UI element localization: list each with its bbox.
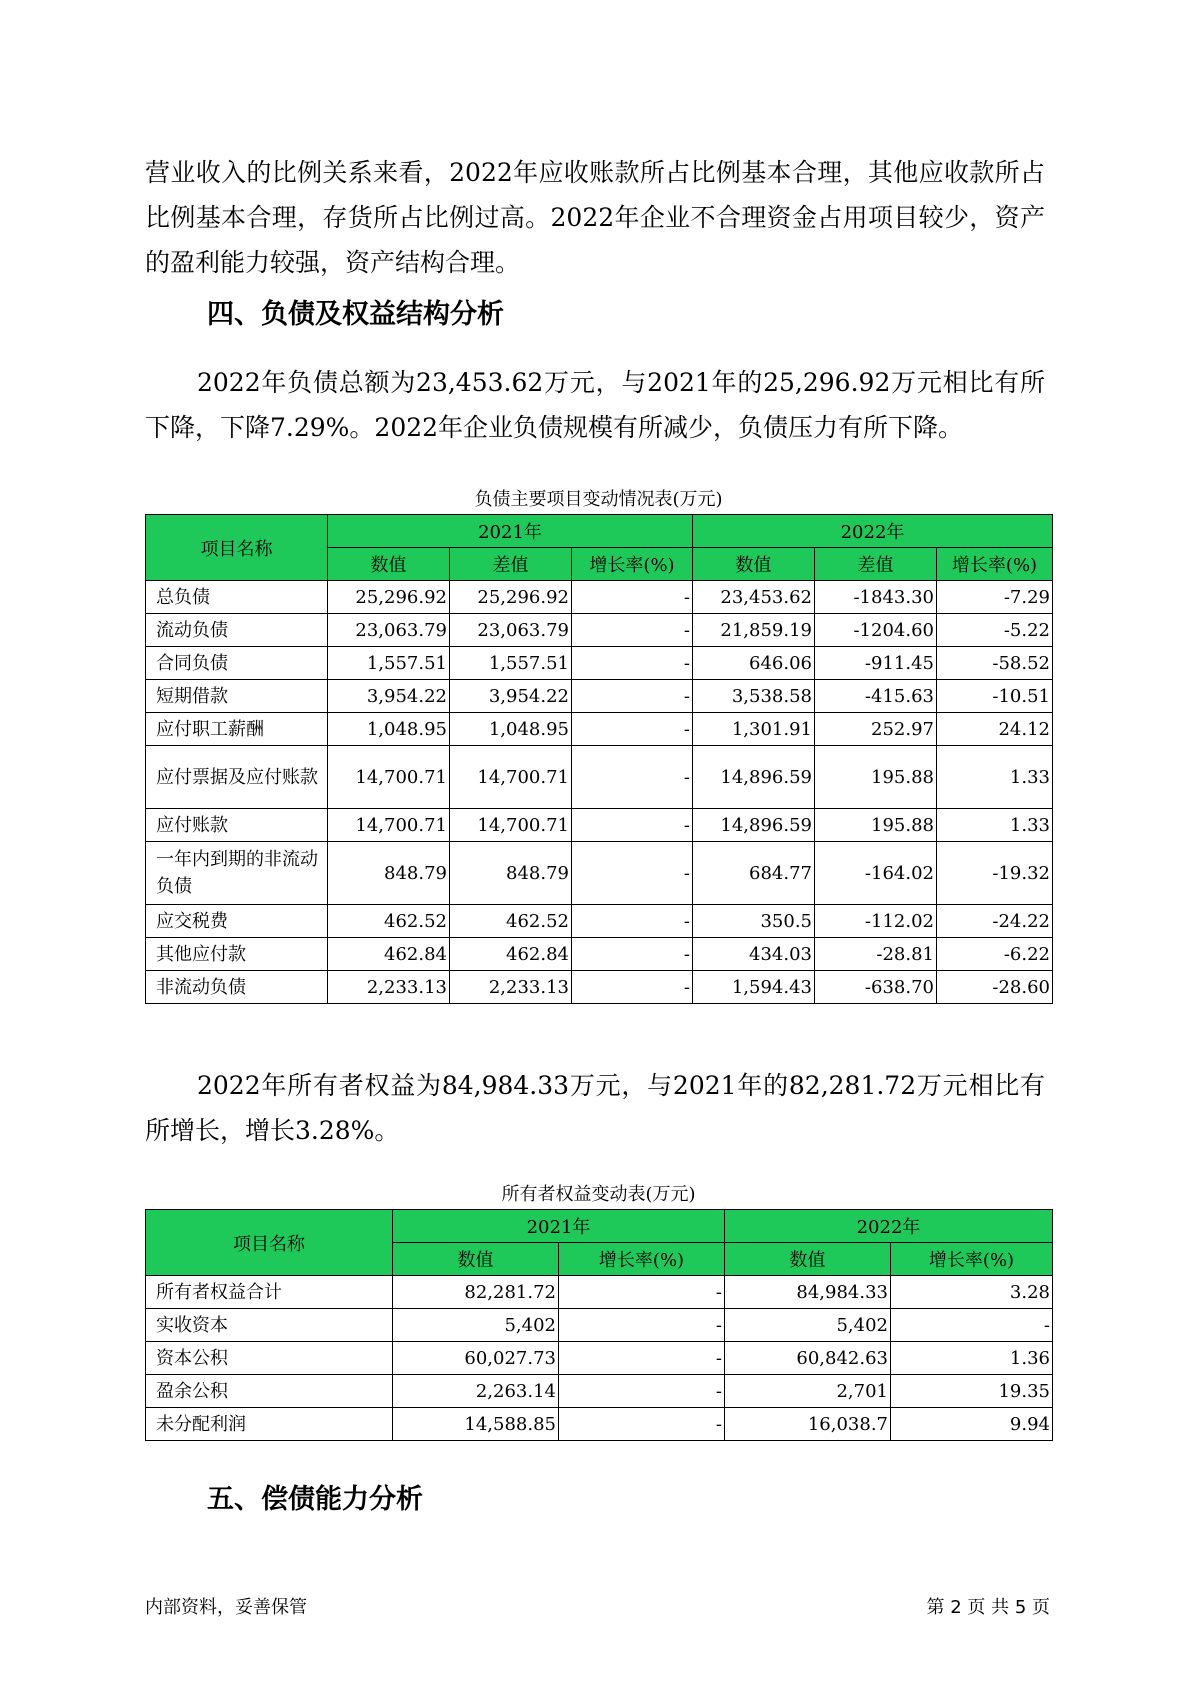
- value-cell-d2022: -911.45: [815, 647, 937, 680]
- table-row: [146, 1342, 1053, 1375]
- header-growth-2021: 增长率(%): [559, 1243, 725, 1276]
- value-cell-v2022: 14,896.59: [693, 809, 815, 842]
- table-row: [146, 581, 1053, 614]
- value-cell-g2021: -: [559, 1309, 725, 1342]
- value-cell-g2022: 19.35: [891, 1375, 1053, 1408]
- value-cell-g2022: -28.60: [937, 971, 1053, 1004]
- liability-table-caption: 负债主要项目变动情况表(万元): [474, 489, 723, 510]
- value-cell-v2022: 5,402: [725, 1309, 891, 1342]
- table-row: [146, 1309, 1053, 1342]
- header-year-2021: 2021年: [328, 515, 693, 548]
- value-cell-v2021: 2,233.13: [328, 971, 450, 1004]
- item-name-cell: 流动负债: [146, 614, 328, 647]
- table-row: [146, 680, 1053, 713]
- value-cell-d2022: 252.97: [815, 713, 937, 746]
- value-cell-g2022: -58.52: [937, 647, 1053, 680]
- value-cell-v2021: 25,296.92: [328, 581, 450, 614]
- liability-table: [145, 514, 1053, 1004]
- item-name-cell: 未分配利润: [146, 1408, 393, 1441]
- table-row: [146, 1408, 1053, 1441]
- value-cell-v2021: 462.84: [328, 938, 450, 971]
- header-item-name: 项目名称: [146, 515, 328, 581]
- value-cell-d2021: 25,296.92: [450, 581, 572, 614]
- value-cell-v2022: 16,038.7: [725, 1408, 891, 1441]
- equity-paragraph: 2022年所有者权益为84,984.33万元，与2021年的82,281.72万元相比有所增长，增长3.28%。: [145, 1071, 1045, 1145]
- table-row: [146, 971, 1053, 1004]
- footer-confidential-note: 内部资料，妥善保管: [145, 1597, 307, 1618]
- value-cell-g2022: 1.33: [937, 746, 1053, 809]
- item-name-cell: 资本公积: [146, 1342, 393, 1375]
- section-4-heading: 四、负债及权益结构分析: [207, 299, 504, 330]
- value-cell-g2022: -: [891, 1309, 1053, 1342]
- header-value-2022: 数值: [693, 548, 815, 581]
- item-name-cell: 应付账款: [146, 809, 328, 842]
- item-name-cell: 盈余公积: [146, 1375, 393, 1408]
- value-cell-g2022: -7.29: [937, 581, 1053, 614]
- item-name-cell: 应付票据及应付账款: [146, 746, 328, 809]
- value-cell-g2021: -: [572, 614, 693, 647]
- value-cell-v2021: 5,402: [393, 1309, 559, 1342]
- value-cell-v2022: 14,896.59: [693, 746, 815, 809]
- value-cell-v2022: 350.5: [693, 905, 815, 938]
- value-cell-v2021: 23,063.79: [328, 614, 450, 647]
- item-name-cell: 总负债: [146, 581, 328, 614]
- value-cell-d2022: -112.02: [815, 905, 937, 938]
- value-cell-g2021: -: [559, 1276, 725, 1309]
- value-cell-v2021: 14,700.71: [328, 746, 450, 809]
- value-cell-d2022: 195.88: [815, 809, 937, 842]
- table-row: [146, 1375, 1053, 1408]
- value-cell-v2022: 646.06: [693, 647, 815, 680]
- value-cell-v2021: 2,263.14: [393, 1375, 559, 1408]
- value-cell-d2021: 3,954.22: [450, 680, 572, 713]
- table-row: [146, 809, 1053, 842]
- value-cell-d2021: 23,063.79: [450, 614, 572, 647]
- value-cell-d2022: -164.02: [815, 842, 937, 905]
- equity-table-caption: 所有者权益变动表(万元): [501, 1184, 696, 1205]
- header-year-2022: 2022年: [725, 1210, 1053, 1243]
- header-diff-2022: 差值: [815, 548, 937, 581]
- value-cell-g2021: -: [572, 842, 693, 905]
- value-cell-v2022: 84,984.33: [725, 1276, 891, 1309]
- value-cell-v2021: 3,954.22: [328, 680, 450, 713]
- value-cell-d2021: 1,557.51: [450, 647, 572, 680]
- item-name-cell: 合同负债: [146, 647, 328, 680]
- item-name-cell: 实收资本: [146, 1309, 393, 1342]
- header-growth-2021: 增长率(%): [572, 548, 693, 581]
- value-cell-g2022: 24.12: [937, 713, 1053, 746]
- value-cell-d2022: -1204.60: [815, 614, 937, 647]
- value-cell-g2022: -24.22: [937, 905, 1053, 938]
- value-cell-g2021: -: [572, 971, 693, 1004]
- value-cell-g2022: -5.22: [937, 614, 1053, 647]
- value-cell-g2022: 1.36: [891, 1342, 1053, 1375]
- value-cell-v2021: 1,048.95: [328, 713, 450, 746]
- value-cell-g2021: -: [572, 647, 693, 680]
- value-cell-v2022: 23,453.62: [693, 581, 815, 614]
- header-growth-2022: 增长率(%): [891, 1243, 1053, 1276]
- value-cell-g2021: -: [572, 713, 693, 746]
- value-cell-v2022: 2,701: [725, 1375, 891, 1408]
- equity-table: [145, 1209, 1053, 1441]
- value-cell-v2021: 14,700.71: [328, 809, 450, 842]
- value-cell-g2021: -: [572, 680, 693, 713]
- header-year-2021: 2021年: [393, 1210, 725, 1243]
- value-cell-g2021: -: [572, 905, 693, 938]
- value-cell-v2022: 3,538.58: [693, 680, 815, 713]
- item-name-cell: 非流动负债: [146, 971, 328, 1004]
- value-cell-g2021: -: [559, 1342, 725, 1375]
- section-5-heading: 五、偿债能力分析: [207, 1484, 423, 1515]
- value-cell-v2021: 60,027.73: [393, 1342, 559, 1375]
- value-cell-v2022: 434.03: [693, 938, 815, 971]
- table-row: [146, 905, 1053, 938]
- value-cell-v2022: 60,842.63: [725, 1342, 891, 1375]
- header-year-2022: 2022年: [693, 515, 1053, 548]
- value-cell-d2022: -415.63: [815, 680, 937, 713]
- value-cell-g2021: -: [572, 581, 693, 614]
- item-name-cell: 所有者权益合计: [146, 1276, 393, 1309]
- value-cell-v2022: 1,594.43: [693, 971, 815, 1004]
- value-cell-g2022: -19.32: [937, 842, 1053, 905]
- value-cell-d2021: 848.79: [450, 842, 572, 905]
- value-cell-v2021: 14,588.85: [393, 1408, 559, 1441]
- value-cell-g2022: -6.22: [937, 938, 1053, 971]
- value-cell-d2021: 14,700.71: [450, 746, 572, 809]
- value-cell-d2021: 462.52: [450, 905, 572, 938]
- header-value-2022: 数值: [725, 1243, 891, 1276]
- item-name-cell: 应交税费: [146, 905, 328, 938]
- value-cell-g2022: 9.94: [891, 1408, 1053, 1441]
- header-diff-2021: 差值: [450, 548, 572, 581]
- value-cell-d2021: 1,048.95: [450, 713, 572, 746]
- value-cell-g2022: 3.28: [891, 1276, 1053, 1309]
- value-cell-g2021: -: [572, 746, 693, 809]
- value-cell-g2022: 1.33: [937, 809, 1053, 842]
- value-cell-v2021: 848.79: [328, 842, 450, 905]
- table-row: [146, 746, 1053, 809]
- table-row: [146, 713, 1053, 746]
- value-cell-d2021: 14,700.71: [450, 809, 572, 842]
- value-cell-d2022: -28.81: [815, 938, 937, 971]
- value-cell-v2021: 1,557.51: [328, 647, 450, 680]
- value-cell-v2022: 1,301.91: [693, 713, 815, 746]
- value-cell-v2021: 462.52: [328, 905, 450, 938]
- value-cell-v2021: 82,281.72: [393, 1276, 559, 1309]
- item-name-cell: 短期借款: [146, 680, 328, 713]
- value-cell-d2022: -638.70: [815, 971, 937, 1004]
- intro-paragraph: 营业收入的比例关系来看，2022年应收账款所占比例基本合理，其他应收款所占比例基本合理，存货所占比例过高。2022年企业不合理资金占用项目较少，资产的盈利能力较强，资产结构合理。: [145, 158, 1045, 277]
- header-value-2021: 数值: [393, 1243, 559, 1276]
- value-cell-g2022: -10.51: [937, 680, 1053, 713]
- liabilities-paragraph: 2022年负债总额为23,453.62万元，与2021年的25,296.92万元相比有所下降，下降7.29%。2022年企业负债规模有所减少，负债压力有所下降。: [145, 368, 1045, 442]
- item-name-cell: 应付职工薪酬: [146, 713, 328, 746]
- table-row: [146, 938, 1053, 971]
- header-item-name: 项目名称: [146, 1210, 393, 1276]
- value-cell-g2021: -: [559, 1408, 725, 1441]
- table-row: [146, 647, 1053, 680]
- table-row: [146, 614, 1053, 647]
- table-row: [146, 1276, 1053, 1309]
- footer-page-number: 第 2 页 共 5 页: [926, 1597, 1050, 1618]
- header-value-2021: 数值: [328, 548, 450, 581]
- table-row: [146, 842, 1053, 905]
- item-name-cell: 一年内到期的非流动负债: [146, 842, 328, 905]
- value-cell-d2021: 462.84: [450, 938, 572, 971]
- value-cell-v2022: 684.77: [693, 842, 815, 905]
- item-name-cell: 其他应付款: [146, 938, 328, 971]
- value-cell-g2021: -: [572, 938, 693, 971]
- header-growth-2022: 增长率(%): [937, 548, 1053, 581]
- value-cell-d2022: 195.88: [815, 746, 937, 809]
- value-cell-d2021: 2,233.13: [450, 971, 572, 1004]
- value-cell-g2021: -: [559, 1375, 725, 1408]
- value-cell-d2022: -1843.30: [815, 581, 937, 614]
- value-cell-v2022: 21,859.19: [693, 614, 815, 647]
- value-cell-g2021: -: [572, 809, 693, 842]
